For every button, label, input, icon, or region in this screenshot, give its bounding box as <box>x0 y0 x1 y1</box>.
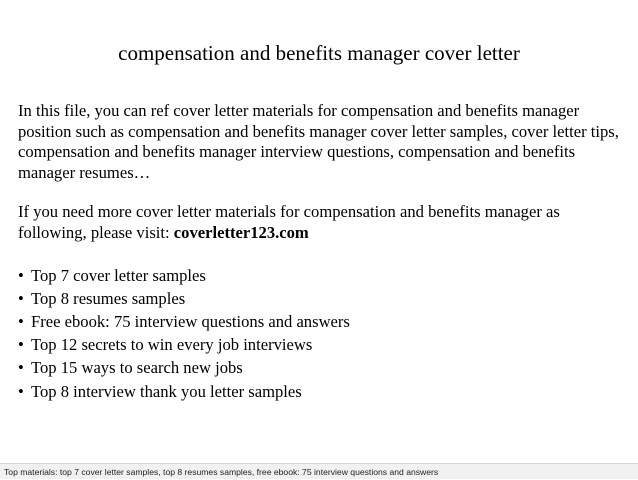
list-item-text: Top 15 ways to search new jobs <box>31 358 243 378</box>
intro-paragraph: In this file, you can ref cover letter materials for compensation and benefits manager position such as compensation and benefits manager cover letter samples, cover letter tips, compensation and benefits manager interview questions, compensation and benefits manager resumes… <box>18 101 619 182</box>
list-item <box>18 356 628 379</box>
list-item <box>18 287 628 310</box>
list-item-text: Free ebook: 75 interview questions and answers <box>31 311 350 331</box>
list-item-text: Top 12 secrets to win every job interviews <box>31 335 313 355</box>
list-item <box>18 380 628 403</box>
visit-paragraph <box>18 202 628 243</box>
list-item <box>18 310 628 333</box>
website-link[interactable]: coverletter123.com <box>173 222 309 242</box>
list-item-text: Top 8 interview thank you letter samples <box>31 381 302 401</box>
bullet-icon: • <box>18 381 24 401</box>
footer-bar: Top materials: top 7 cover letter samples, top 8 resumes samples, free ebook: 75 interview questions and answers <box>0 463 638 479</box>
list-item <box>18 264 628 287</box>
bullet-icon: • <box>18 265 24 285</box>
bullet-icon: • <box>18 288 24 308</box>
bullet-icon: • <box>18 335 24 355</box>
materials-list <box>18 264 628 403</box>
page-title: compensation and benefits manager cover letter <box>118 41 520 65</box>
list-item-text: Top 8 resumes samples <box>31 288 186 308</box>
document-body <box>18 101 628 403</box>
list-item-text: Top 7 cover letter samples <box>31 265 206 285</box>
visit-text: If you need more cover letter materials for compensation and benefits manager as following, please visit: <box>18 202 560 242</box>
list-item <box>18 333 628 356</box>
bullet-icon: • <box>18 311 24 331</box>
bullet-icon: • <box>18 358 24 378</box>
